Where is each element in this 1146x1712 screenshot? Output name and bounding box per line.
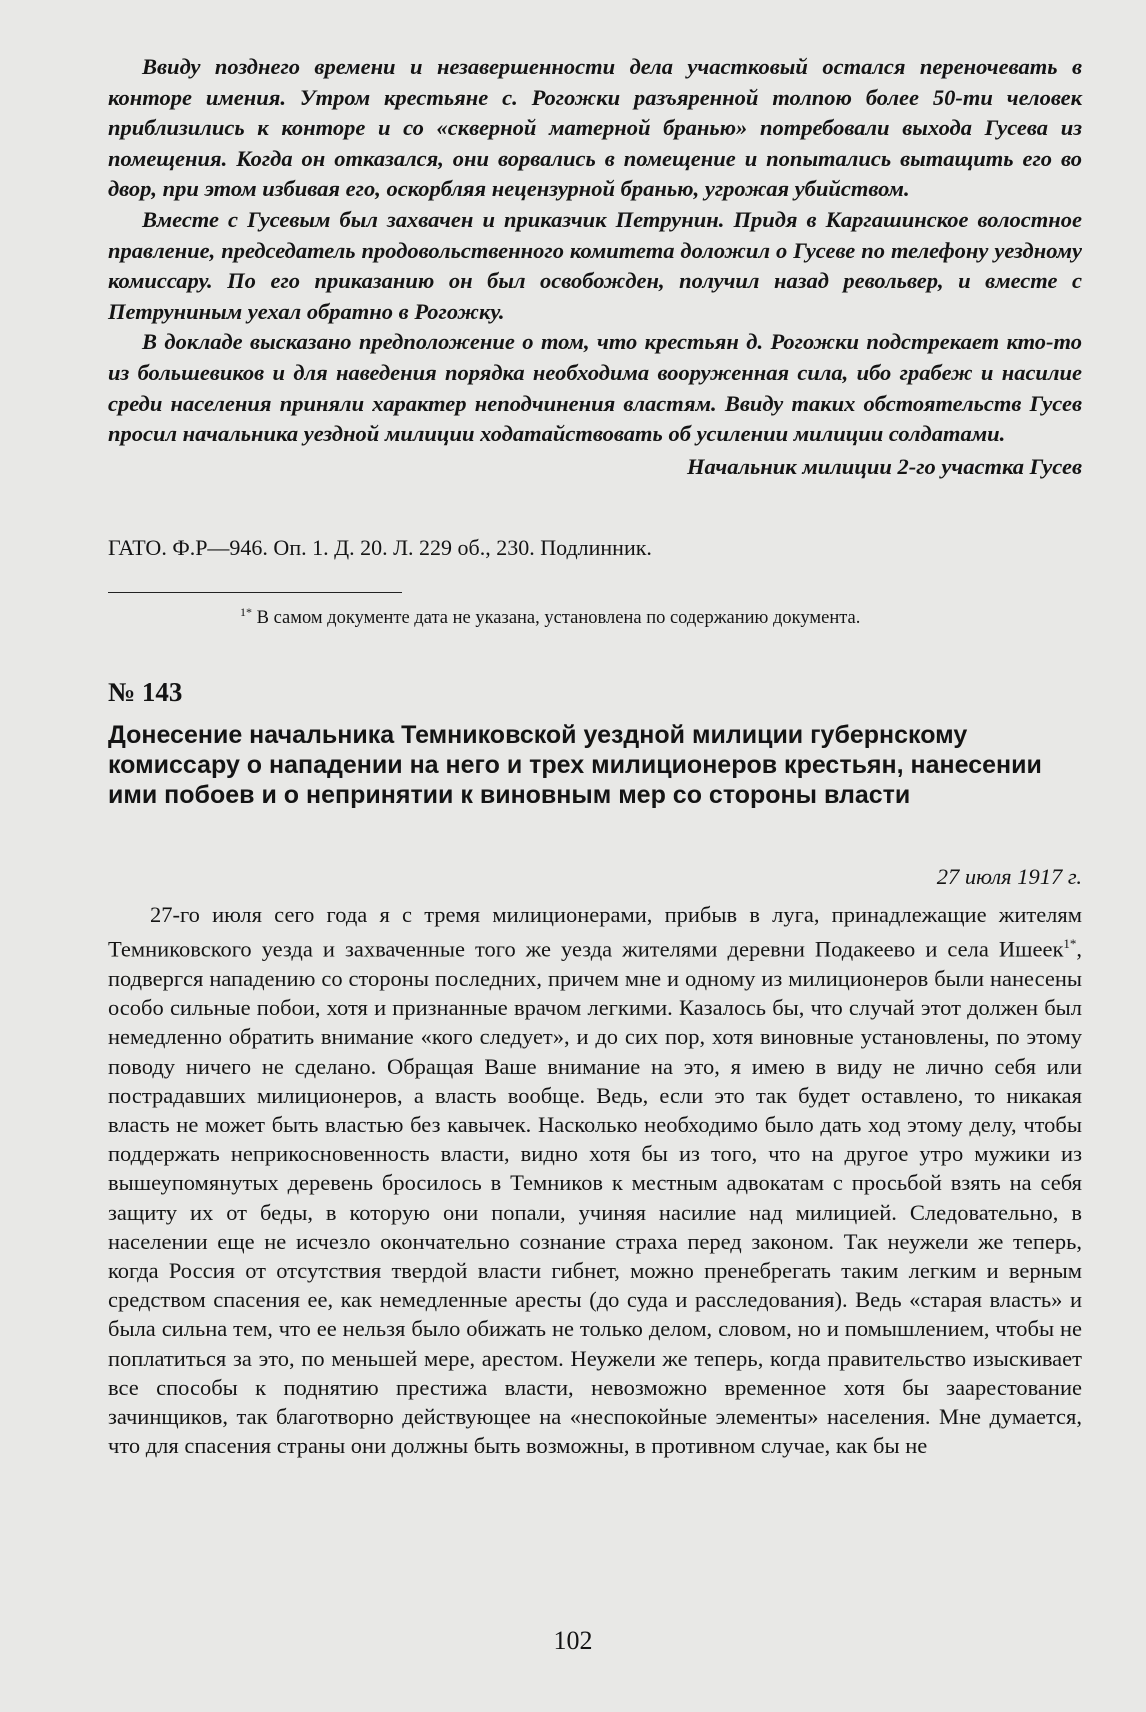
body-note-mark: 1* [1063,936,1077,952]
footnote-text: В самом документе дата не указана, установлена по содержанию документа. [256,608,861,629]
body-text-rest: , подвергся нападению со стороны последних, причем мне и одному из милиционеров были нанесены особо сильные побои, хотя и признанные врачом легкими. Казалось бы, что случай этот должен был немедленно обратить внимание «кого следует», и до сих пор, хотя виновные установлены, по этому поводу ничего не сделано. Обращая Ваше внимание на это, я имею в виду не лично себя или пострадавших милиционеров, а власть вообще. Ведь, если это так будет оставлено, то никакая власть не может быть властью без кавычек. Насколько необходимо было дать ход этому делу, чтобы поддержать неприкосновенность власти, видно хотя бы из того, что на другое утро мужики из вышеупомянутых деревень бросилось в Темников к местным адвокатам с просьбой взять на себя защиту их от беды, в которую они попали, учиняя насилие над милицией. Следовательно, в населении еще не исчезло окончательно сознание страха перед законом. Так неужели же теперь, когда Россия от отсутствия твердой власти гибнет, можно пренебрегать таким легким и верным средством спасения ее, как немедленные аресты (до суда и расследования). Ведь «старая власть» и была сильна тем, что ее нельзя было обижать не только делом, словом, но и помышлением, чтобы не поплатиться за это, по меньшей мере, арестом. Неужели же теперь, когда правительство изыскивает все способы к поднятию престижа власти, невозможно временное хотя бы заарестование зачинщиков, так благотворно действующее на «неспокойные элементы» населения. Мне думается, что для спасения страны они должны быть возможны, в противном случае, как бы не [108,936,1082,1459]
page-number: 102 [553,1626,593,1655]
document-body [108,900,1082,1460]
summary-paragraph-2: Вместе с Гусевым был захвачен и приказчик Петрунин. Придя в Каргашинское волостное правление, председатель продовольственного комитета доложил о Гусеве по телефону уездному комиссару. По его приказанию он был освобожден, получил назад револьвер, и вместе с Петруниным уехал обратно в Рогожку. [108,206,1082,324]
document-date: 27 июля 1917 г. [936,864,1082,889]
document-heading: Донесение начальника Темниковской уездной милиции губернскому комиссару о нападении на него и трех милиционеров крестьян, нанесении ими побоев и о непринятии к виновным мер со стороны власти [108,721,1042,809]
report-signature: Начальник милиции 2-го участка Гусев [686,453,1082,479]
body-paragraph [108,900,1082,1460]
summary-paragraph-3: В докладе высказано предположение о том, что крестьян д. Рогожки подстрекает кто-то из большевиков и для наведения порядка необходима вооруженная сила, ибо грабеж и насилие среди населения приняли характер неподчинения властям. Ввиду таких обстоятельств Гусев просил начальника уездной милиции ходатайствовать об усилении милиции солдатами. [108,329,1082,447]
footnote-mark: 1* [240,605,252,619]
summary-paragraph-1: Ввиду позднего времени и незавершенности дела участковый остался переночевать в конторе имения. Утром крестьяне с. Рогожки разъяренной толпою более 50-ти человек приблизились к конторе и со «скверной матерной бранью» потребовали выхода Гусева из помещения. Когда он отказался, они ворвались в помещение и попытались вытащить его во двор, при этом избивая его, оскорбляя нецензурной бранью, угрожая убийством. [108,54,1082,202]
report-summary [108,52,1082,482]
document-number: № 143 [108,677,183,707]
footnote-divider [108,592,402,593]
body-text-start: 27-го июля сего года я с тремя милиционерами, прибыв в луга, принадлежащие жителям Темниковского уезда и захваченные того же уезда жителями деревни Подакеево и села Ишеек [108,902,1082,962]
footnote [240,600,1080,630]
archive-source-reference: ГАТО. Ф.Р—946. Оп. 1. Д. 20. Л. 229 об., 230. Подлинник. [108,535,652,560]
